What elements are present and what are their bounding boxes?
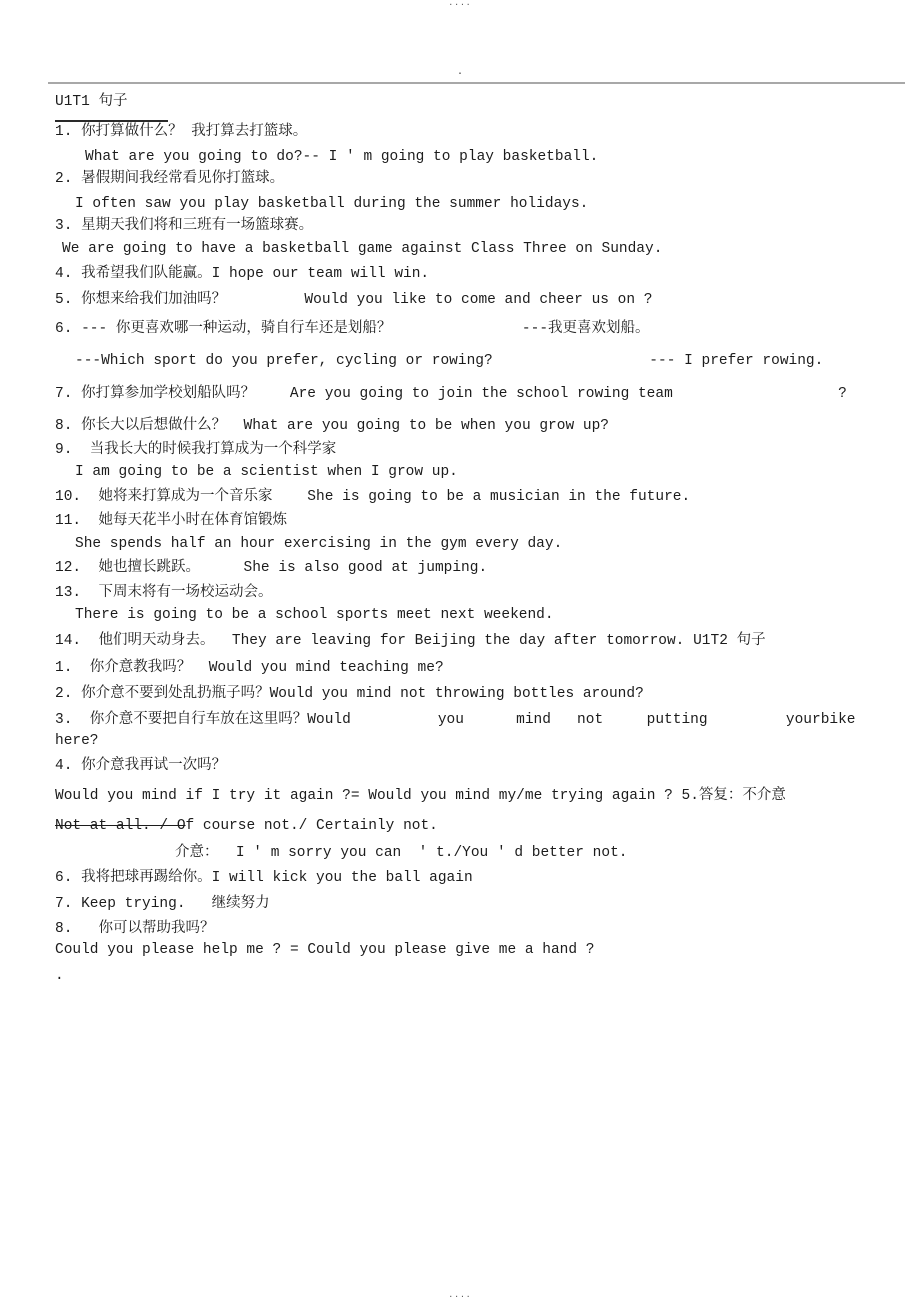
text-line: 3. 星期天我们将和三班有一场篮球赛。 [55, 218, 314, 234]
text-line: I often saw you play basketball during the summer holidays. [75, 196, 589, 212]
text-line: 6. 我将把球再踢给你。I will kick you the ball again [55, 870, 473, 886]
text-line: There is going to be a school sports meet next weekend. [75, 607, 554, 623]
text-line: ---Which sport do you prefer, cycling or rowing? --- I prefer rowing. [75, 353, 824, 369]
text-line: 1. 你介意教我吗？ Would you mind teaching me? [55, 660, 444, 676]
text-line: 9. 当我长大的时候我打算成为一个科学家 [55, 442, 337, 458]
text-fragment: f course not./ Certainly not. [185, 818, 438, 834]
text-line: 7. 你打算参加学校划船队吗？ Are you going to join the school rowing team ? [55, 386, 847, 402]
page-bottom-mark: .... [448, 1291, 472, 1300]
section-title: U1T1 句子 [55, 94, 128, 110]
text-line: 4. 我希望我们队能赢。I hope our team will win. [55, 266, 430, 282]
text-line: 7. Keep trying. 继续努力 [55, 896, 270, 912]
text-line: She spends half an hour exercising in the gym every day. [75, 536, 563, 552]
text-line: 2. 暑假期间我经常看见你打篮球。 [55, 171, 285, 187]
text-line: 6. --- 你更喜欢哪一种运动，骑自行车还是划船？ ---我更喜欢划船。 [55, 321, 650, 337]
text-line: I am going to be a scientist when I grow up. [75, 464, 458, 480]
header-rule [48, 82, 905, 84]
document-body [55, 92, 870, 987]
text-line: Would you mind if I try it again ?= Would you mind my/me trying again ? 5.答复：不介意 [55, 788, 786, 804]
text-line: 11. 她每天花半小时在体育馆锻炼 [55, 513, 288, 529]
header-dot: . [456, 67, 463, 78]
text-line: 10. 她将来打算成为一个音乐家 She is going to be a musician in the future. [55, 489, 691, 505]
struck-text: Not at all. / O [55, 818, 186, 834]
text-line [55, 120, 870, 143]
text-line: 12. 她也擅长跳跃。 She is also good at jumping. [55, 560, 488, 576]
text-line: 5. 你想来给我们加油吗？ Would you like to come and cheer us on ? [55, 292, 653, 308]
text-line: 14. 他们明天动身去。 They are leaving for Beijing the day after tomorrow. U1T2 句子 [55, 633, 766, 649]
text-line: 4. 你介意我再试一次吗？ [55, 758, 227, 774]
overlined-text: 1. 你打算做什么 [55, 120, 168, 143]
text-line: 3. 你介意不要把自行车放在这里吗？Would you mind not putting yourbike [55, 712, 856, 728]
text-line: Could you please help me ? = Could you please give me a hand ? [55, 942, 595, 958]
text-line: 2. 你介意不要到处乱扔瓶子吗？Would you mind not throwing bottles around? [55, 686, 644, 702]
text-line: What are you going to do?-- I ' m going to play basketball. [85, 149, 599, 165]
text-line: We are going to have a basketball game against Class Three on Sunday. [62, 241, 663, 257]
text-line: 介意： I ' m sorry you can ' t./You ' d better not. [175, 845, 628, 861]
text-line: 13. 下周末将有一场校运动会。 [55, 585, 273, 601]
text-line: . [55, 968, 64, 984]
text-fragment: ？ 我打算去打篮球。 [168, 124, 308, 140]
text-line [55, 816, 870, 837]
text-line: 8. 你可以帮助我吗？ [55, 921, 215, 937]
page-top-mark: .... [448, 0, 472, 8]
text-line: 8. 你长大以后想做什么？ What are you going to be when you grow up? [55, 418, 609, 434]
text-line: here? [55, 733, 99, 749]
